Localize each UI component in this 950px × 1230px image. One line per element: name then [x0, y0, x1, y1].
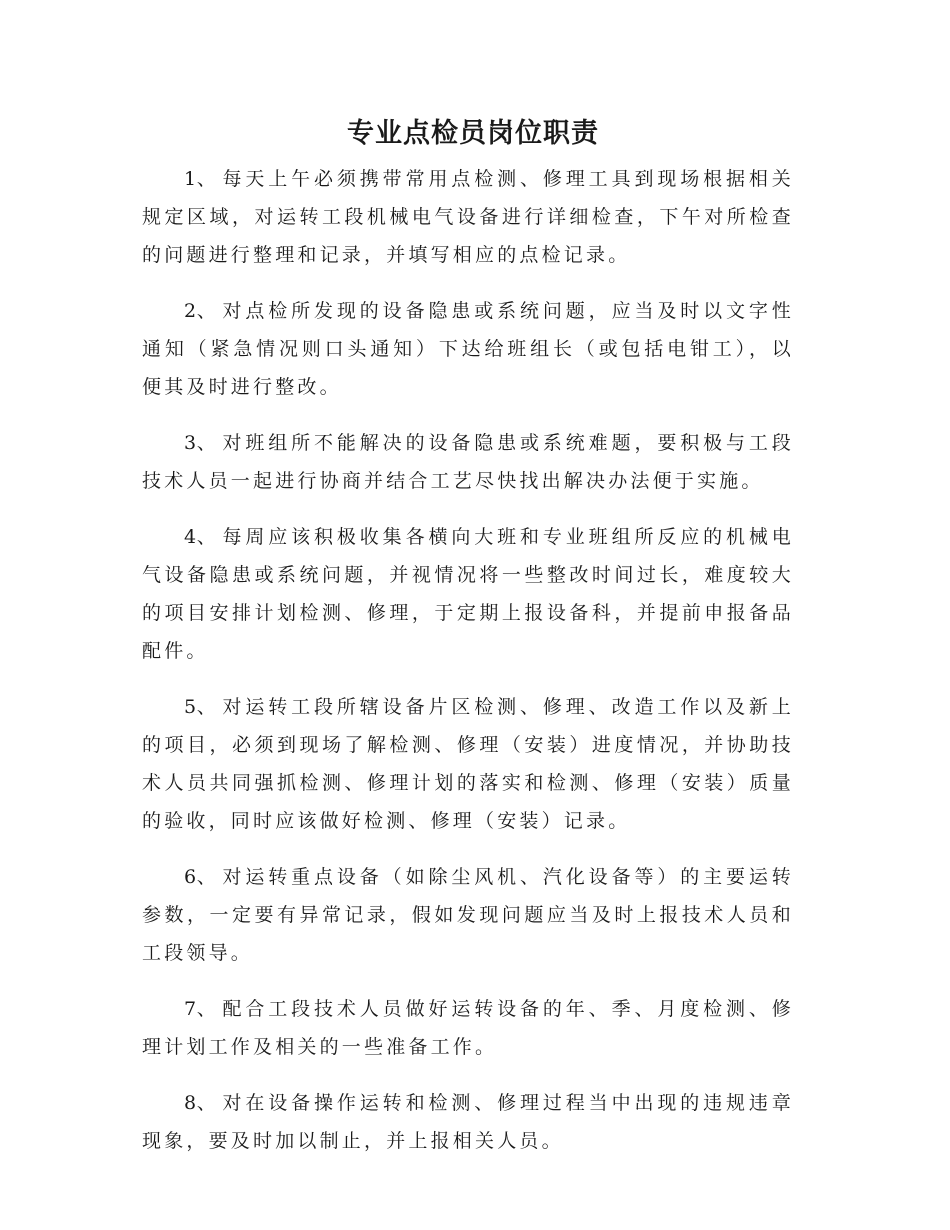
clause-number: 5、	[184, 696, 217, 718]
clause-1	[142, 160, 794, 274]
clause-number: 8、	[184, 1092, 217, 1114]
clause-5	[142, 688, 794, 840]
clause-2	[142, 292, 794, 406]
clause-text: 每天上午必须携带常用点检测、修理工具到现场根据相关规定区域，对运转工段机械电气设备进行详细检查，下午对所检查的问题进行整理和记录，并填写相应的点检记录。	[142, 168, 794, 266]
clause-6	[142, 858, 794, 972]
clause-4	[142, 518, 794, 670]
clause-number: 4、	[184, 526, 217, 548]
clause-text: 配合工段技术人员做好运转设备的年、季、月度检测、修理计划工作及相关的一些准备工作。	[142, 998, 794, 1058]
clause-text: 对运转工段所辖设备片区检测、修理、改造工作以及新上的项目，必须到现场了解检测、修理（安装）进度情况，并协助技术人员共同强抓检测、修理计划的落实和检测、修理（安装）质量的验收，同时应该做好检测、修理（安装）记录。	[142, 696, 794, 832]
clause-number: 7、	[184, 998, 217, 1020]
clause-number: 2、	[184, 300, 217, 322]
clause-text: 每周应该积极收集各横向大班和专业班组所反应的机械电气设备隐患或系统问题，并视情况将一些整改时间过长，难度较大的项目安排计划检测、修理，于定期上报设备科，并提前申报备品配件。	[142, 526, 794, 662]
clause-text: 对在设备操作运转和检测、修理过程当中出现的违规违章现象，要及时加以制止，并上报相关人员。	[142, 1092, 794, 1152]
clause-number: 1、	[184, 168, 217, 190]
clause-text: 对点检所发现的设备隐患或系统问题，应当及时以文字性通知（紧急情况则口头通知）下达给班组长（或包括电钳工），以便其及时进行整改。	[142, 300, 794, 398]
document-page	[142, 108, 794, 1178]
clause-number: 3、	[184, 432, 217, 454]
clause-3	[142, 424, 794, 500]
clause-7	[142, 990, 794, 1066]
document-title: 专业点检员岗位职责	[347, 118, 599, 149]
clause-number: 6、	[184, 866, 217, 888]
clause-text: 对运转重点设备（如除尘风机、汽化设备等）的主要运转参数，一定要有异常记录，假如发现问题应当及时上报技术人员和工段领导。	[142, 866, 794, 964]
clause-text: 对班组所不能解决的设备隐患或系统难题，要积极与工段技术人员一起进行协商并结合工艺尽快找出解决办法便于实施。	[142, 432, 794, 492]
clause-8	[142, 1084, 794, 1160]
